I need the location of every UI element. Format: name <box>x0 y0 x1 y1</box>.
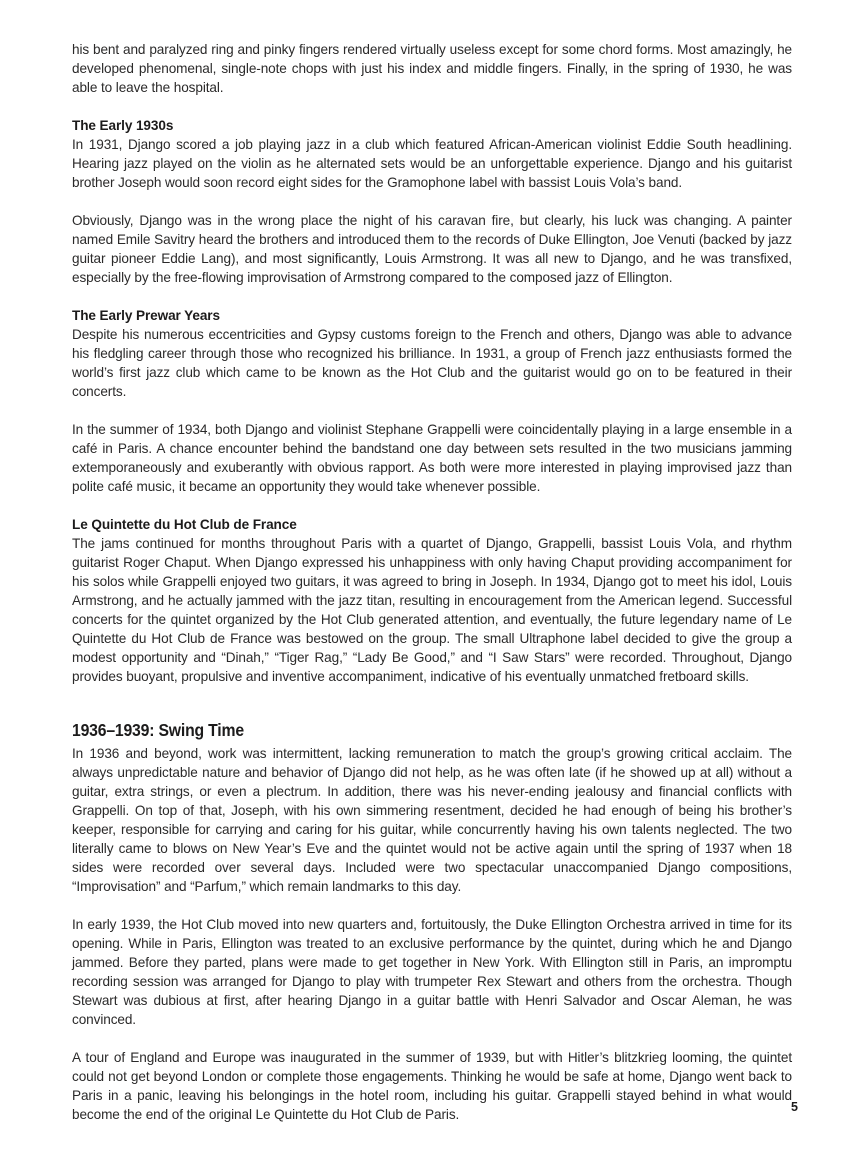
paragraph: In 1931, Django scored a job playing jazz in a club which featured African-American violinist Eddie South headlining. Hearing jazz played on the violin as he alternated sets would be an unforgettable experience. Django and his guitarist brother Joseph would soon record eight sides for the Gramophone label with bassist Louis Vola’s band. <box>72 137 792 190</box>
paragraph: Obviously, Django was in the wrong place the night of his caravan fire, but clearly, his luck was changing. A painter named Emile Savitry heard the brothers and introduced them to the records of Duke Ellington, Joe Venuti (backed by jazz guitar pioneer Eddie Lang), and most significantly, Louis Armstrong. It was all new to Django, and he was transfixed, especially by the free-flowing improvisation of Armstrong compared to the composed jazz of Ellington. <box>72 213 792 285</box>
page-number: 5 <box>791 1100 798 1114</box>
paragraph: In the summer of 1934, both Django and violinist Stephane Grappelli were coincidentally playing in a large ensemble in a café in Paris. A chance encounter behind the bandstand one day between sets resulted in the two musicians jamming extemporaneously and exuberantly with obvious rapport. As both were more interested in playing improvised jazz than polite café music, it became an opportunity they would take whenever possible. <box>72 422 792 494</box>
paragraph: Despite his numerous eccentricities and Gypsy customs foreign to the French and others, Django was able to advance his fledgling career through those who recognized his brilliance. In 1931, a group of French jazz enthusiasts formed the world’s first jazz club which came to be known as the Hot Club and the guitarist would go on to be featured in their concerts. <box>72 327 792 399</box>
paragraph: The jams continued for months throughout Paris with a quartet of Django, Grappelli, bassist Louis Vola, and rhythm guitarist Roger Chaput. When Django expressed his unhappiness with only having Chaput providing accompaniment for his solos while Grappelli enjoyed two guitars, it was agreed to bring in Joseph. In 1934, Django got to meet his idol, Louis Armstrong, and he actually jammed with the jazz titan, resulting in encouragement from the American legend. Successful concerts for the quintet organized by the Hot Club generated attention, and eventually, the future legendary name of Le Quintette du Hot Club de France was bestowed on the group. The small Ultraphone label decided to give the group a modest opportunity and “Dinah,” “Tiger Rag,” “Lady Be Good,” and “I Saw Stars” were recorded. Throughout, Django provides buoyant, propulsive and inventive accompaniment, indicative of his eventually unmatched fretboard skills. <box>72 536 792 684</box>
sub-heading-quintette-hot-club: Le Quintette du Hot Club de France <box>72 517 297 532</box>
page-content <box>72 40 792 1143</box>
paragraph: his bent and paralyzed ring and pinky fingers rendered virtually useless except for some chord forms. Most amazingly, he developed phenomenal, single-note chops with just his index and middle fingers. Finally, in the spring of 1930, he was able to leave the hospital. <box>72 42 792 95</box>
paragraph: In early 1939, the Hot Club moved into new quarters and, fortuitously, the Duke Ellington Orchestra arrived in time for its opening. While in Paris, Ellington was treated to an exclusive performance by the quintet, during which he and Django jammed. Before they parted, plans were made to get together in New York. With Ellington still in Paris, an impromptu recording session was arranged for Django to play with trumpeter Rex Stewart and others from the orchestra. Though Stewart was dubious at first, after hearing Django in a guitar battle with Henri Salvador and Oscar Aleman, he was convinced. <box>72 917 792 1027</box>
sub-heading-early-prewar-years: The Early Prewar Years <box>72 308 220 323</box>
paragraph: In 1936 and beyond, work was intermittent, lacking remuneration to match the group’s growing critical acclaim. The always unpredictable nature and behavior of Django did not help, as he was often late (if he showed up at all) without a guitar, extra strings, or even a plectrum. In addition, there was his never-ending jealousy and financial conflicts with Grappelli. On top of that, Joseph, with his own simmering resentment, decided he had enough of being his brother’s keeper, responsible for carrying and caring for his guitar, while concurrently having his own talents neglected. The two literally came to blows on New Year’s Eve and the quintet would not be active again until the spring of 1937 when 18 sides were recorded over several days. Included were two spectacular unaccompanied Django compositions, “Improvisation” and “Parfum,” which remain landmarks to this day. <box>72 746 792 894</box>
paragraph: A tour of England and Europe was inaugurated in the summer of 1939, but with Hitler’s blitzkrieg looming, the quintet could not get beyond London or complete those engagements. Thinking he would be safe at home, Django went back to Paris in a panic, leaving his belongings in the hotel room, including his guitar. Grappelli stayed behind in what would become the end of the original Le Quintette du Hot Club de Paris. <box>72 1050 792 1122</box>
section-heading-1936-1939-swing-time: 1936–1939: Swing Time <box>72 720 244 740</box>
sub-heading-early-1930s: The Early 1930s <box>72 118 174 133</box>
